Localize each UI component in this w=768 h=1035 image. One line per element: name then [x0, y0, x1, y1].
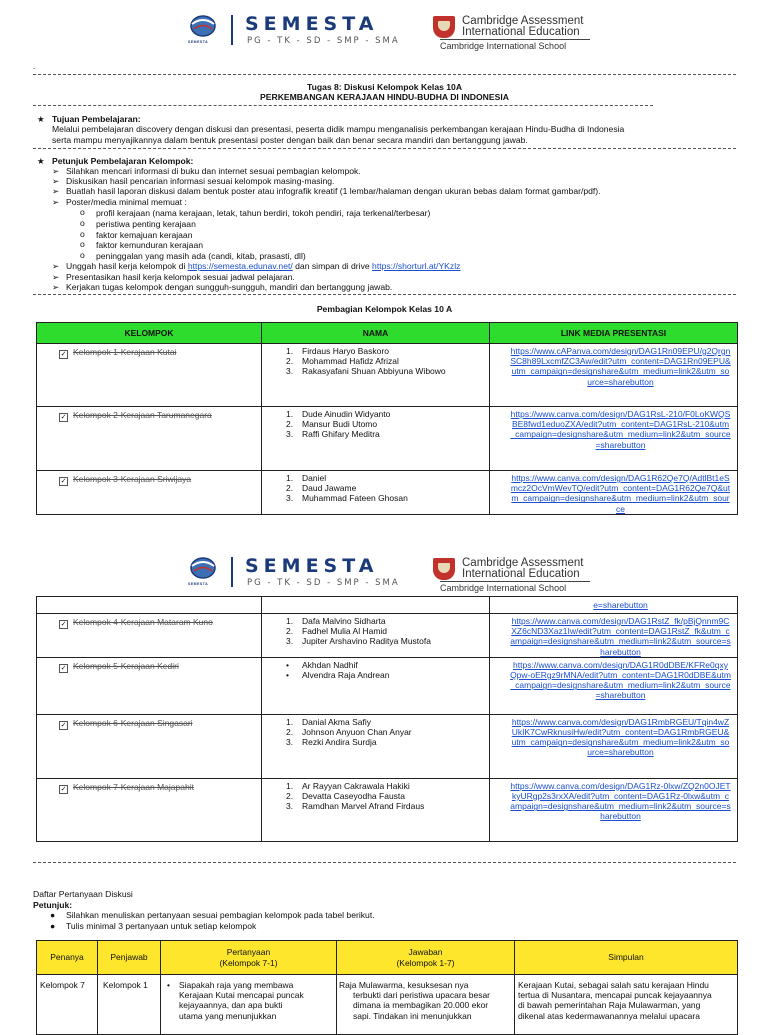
petunjuk-item: Presentasikan hasil kerja kelompok sesuai jadwal pelajaran. — [66, 272, 295, 282]
brand-name: SEMESTA — [245, 555, 379, 577]
answer-text: sapi. Tindakan ini menunjukkan — [353, 1010, 472, 1021]
checkbox-icon[interactable]: ✓ — [60, 351, 67, 358]
school-levels: PG - TK - SD - SMP - SMA — [247, 578, 400, 588]
canva-link[interactable]: https://www.cAPanva.com/design/DAG1Rn09EPU/g2QrgnSC8h89LxcmfZC3Aw/edit?utm_content=DAG1Rn09EPU&utm_campaign=designshare&utm_medium=link2&utm_source=sharebutton — [490, 344, 738, 407]
checkbox-icon[interactable]: ✓ — [60, 621, 67, 628]
petunjuk-item: Silahkan mencari informasi di buku dan internet sesuai pembagian kelompok. — [66, 166, 361, 176]
checkbox-icon[interactable]: ✓ — [60, 721, 67, 729]
circle-bullet-icon: o — [80, 229, 85, 239]
member-name: Dude Ainudin Widyanto — [302, 409, 391, 419]
group-table — [36, 322, 738, 515]
table-row: ✓ Kelompok 7-Kerajaan Majapahit 1. Ar Rayyan Cakrawala Hakiki 2. Devatta Caseyodha Fausta 3. Ramdhan Marvel Afrand Firdaus https://www.canva.com/design/DAG1Rz-0lxw/ZQ2n0OJETkyURgp2s3rxXA/edit?utm_content=DAG1Rz-0lxw&utm_campaign=designshare&utm_medium=link2&utm_source=sharebutton — [37, 778, 738, 841]
bullet-icon: ● — [50, 910, 56, 920]
petunjuk-heading: Petunjuk Pembelajaran Kelompok: — [52, 156, 194, 166]
arrow-bullet-icon: ➢ — [52, 186, 60, 196]
member-name: Daud Jawame — [302, 483, 357, 494]
cambridge-line1: Cambridge Assessment — [462, 557, 584, 569]
member-name: Akhdan Nadhif — [302, 659, 358, 670]
checkbox-icon[interactable]: ✓ — [60, 478, 67, 485]
conclusion-text: dikenal atas kedermawanannya melalui upacara — [518, 1010, 700, 1021]
conclusion-text: di bawah pemerintahan Raja Mulawarman, yang — [518, 1000, 701, 1011]
petunjuk-item: Buatlah hasil laporan diskusi dalam bentuk poster atau infografik kreatif (1 lembar/halaman dengan ukuran bebas dalam format gambar/pdf). — [66, 186, 601, 196]
question-text: Kerajaan Kutai mencapai puncak — [179, 990, 304, 1001]
upload-text: dan simpan di drive — [292, 261, 373, 271]
divider — [33, 105, 653, 106]
table-row — [37, 975, 738, 1035]
member-name: Daniel — [302, 473, 327, 483]
page-header — [0, 552, 768, 602]
penanya-cell: Kelompok 7 — [37, 975, 98, 1035]
assignment-subtitle: PERKEMBANGAN KERAJAAN HINDU-BUDHA DI INDONESIA — [260, 92, 509, 102]
question-text: kejayaannya, dan apa bukti — [179, 1000, 283, 1011]
header-jawaban-sub: (Kelompok 1-7) — [396, 957, 455, 968]
star-icon: ★ — [37, 114, 45, 124]
member-name: Alvendra Raja Andrean — [302, 670, 390, 681]
member-name: Rezki Andira Surdja — [302, 737, 377, 748]
canva-link[interactable]: https://www.canva.com/design/DAG1R0dDBE/KFRe0qxyQpw-oERgz9rMNA/edit?utm_content=DAG1R0dDBE&utm_campaign=designshare&utm_medium=link2&utm_source=sharebutton — [490, 657, 738, 714]
cambridge-crest-icon — [433, 16, 455, 38]
checkbox-icon[interactable]: ✓ — [60, 785, 67, 793]
table-row: ✓ Kelompok 3-Kerajaan Sriwijaya 1. Daniel 2. Daud Jawame 3. Muhammad Fateen Ghosan https://www.canva.com/design/DAG1R62Qe7Q/AdtlBt1eSmcz2OcVmWevTQ/edit?utm_content=DAG1R62Qe7Q&utm_campaign=designshare&utm_medium=link2&utm_source — [37, 471, 738, 515]
header-simpulan: Simpulan — [515, 941, 738, 975]
question-text: Siapakah raja yang membawa — [179, 980, 294, 990]
petunjuk-subitem: faktor kemunduran kerajaan — [96, 240, 204, 250]
member-name: Mansur Budi Utomo — [302, 419, 378, 430]
member-name: Rakasyafani Shuan Abbiyuna Wibowo — [302, 366, 446, 377]
semesta-globe-icon — [186, 14, 220, 40]
circle-bullet-icon: o — [80, 207, 85, 217]
petunjuk-subitem: peristiwa penting kerajaan — [96, 219, 196, 229]
canva-link[interactable]: https://www.canva.com/design/DAG1R62Qe7Q/AdtlBt1eSmcz2OcVmWevTQ/edit?utm_content=DAG1R62Qe7Q&utm_campaign=designshare&utm_medium=link2&utm_source — [510, 473, 731, 514]
logo-small-text: SEMESTA — [188, 582, 209, 586]
question-text: utama yang menunjukkan — [179, 1010, 277, 1021]
member-name: Ar Rayyan Cakrawala Hakiki — [302, 780, 410, 791]
daftar-item: Tulis minimal 3 pertanyaan untuk setiap kelompok — [66, 921, 257, 931]
group-name: Kelompok 3-Kerajaan Sriwijaya — [73, 474, 192, 484]
canva-link[interactable]: https://www.canva.com/design/DAG1RsL-210/F0LoKWQSBE8fwd1eduoZXA/edit?utm_content=DAG1RsL-210&utm_campaign=designshare&utm_medium=link2&utm_source=sharebutton — [490, 407, 738, 471]
group-name: Kelompok 2-Kerajaan Tarumanegara — [73, 410, 212, 420]
member-name: Johnson Anyuon Chan Anyar — [302, 727, 412, 738]
member-name: Ramdhan Marvel Afrand Firdaus — [302, 801, 425, 812]
canva-link-continued[interactable]: e=sharebutton — [490, 597, 738, 614]
daftar-title: Daftar Pertanyaan Diskusi — [33, 889, 133, 899]
member-name: Muhammad Fateen Ghosan — [302, 493, 408, 504]
petunjuk-item: Diskusikan hasil pencarian informasi sesuai kelompok masing-masing. — [66, 176, 335, 186]
answer-text: dimana ia membagikan 20.000 ekor — [353, 1000, 489, 1011]
petunjuk-item: Poster/media minimal memuat : — [66, 197, 187, 207]
drive-link[interactable]: https://shorturl.at/YKzlz — [372, 261, 461, 271]
brand-name: SEMESTA — [245, 13, 379, 35]
header-nama: NAMA — [262, 323, 490, 344]
header-jawaban: Jawaban — [408, 947, 443, 958]
stray-dot: . — [33, 62, 36, 71]
canva-link[interactable]: https://www.canva.com/design/DAG1RmbRGEU/Tqin4wZUkIK7CwRknusiHw/edit?utm_content=DAG1RmbRGEU&utm_campaign=designshare&utm_medium=link2&utm_source=sharebutton — [490, 714, 738, 778]
table-row: ✓ Kelompok 2-Kerajaan Tarumanegara 1. Dude Ainudin Widyanto 2. Mansur Budi Utomo 3. Raffi Ghifary Meditra https://www.canva.com/design/DAG1RsL-210/F0LoKWQSBE8fwd1eduoZXA/edit?utm_content=DAG1RsL-210&utm_campaign=designshare&utm_medium=link2&utm_source=sharebutton — [37, 407, 738, 471]
member-name: Devatta Caseyodha Fausta — [302, 791, 406, 802]
divider — [33, 74, 736, 75]
table-row: ✓ Kelompok 4-Kerajaan Mataram Kuno 1. Dafa Malvino Sidharta 2. Fadhel Mulia Al Hamid 3. Jupiter Arshavino Raditya Mustofa https://www.canva.com/design/DAG1RstZ_fk/pBjQnnm9CXZ6cND3Xaz1Iw/edit?utm_content=DAG1RstZ_fk&utm_campaign=designshare&utm_medium=link2&utm_source=sharebutton — [37, 614, 738, 658]
arrow-bullet-icon: ➢ — [52, 176, 60, 186]
cambridge-rule — [440, 581, 590, 582]
divider — [33, 294, 736, 295]
daftar-item: Silahkan menuliskan pertanyaan sesuai pembagian kelompok pada tabel berikut. — [66, 910, 375, 920]
tujuan-heading: Tujuan Pembelajaran: — [52, 114, 141, 124]
tujuan-text: Melalui pembelajaran discovery dengan diskusi dan presentasi, peserta didik mampu menganalisis perkembangan kerajaan Hindu-Budha di Indonesia — [52, 124, 625, 134]
conclusion-text: Kerajaan Kutai, sebagai salah satu kerajaan Hindu — [518, 980, 709, 990]
conclusion-text: tertua di Nusantara, mencapai puncak kejayaannya — [518, 990, 712, 1001]
circle-bullet-icon: o — [80, 250, 85, 260]
assignment-title: Tugas 8: Diskusi Kelompok Kelas 10A — [306, 82, 463, 92]
arrow-bullet-icon: ➢ — [52, 166, 60, 176]
petunjuk-subitem: peninggalan yang masih ada (candi, kitab, prasasti, dll) — [96, 251, 306, 261]
group-table-continued — [36, 596, 738, 842]
penjawab-cell: Kelompok 1 — [98, 975, 161, 1035]
divider — [33, 862, 736, 863]
cambridge-line3: Cambridge International School — [440, 41, 567, 51]
petunjuk-subitem: profil kerajaan (nama kerajaan, letak, tahun berdiri, tokoh pendiri, raja terkenal/terbesar) — [96, 208, 431, 218]
page-header — [0, 10, 768, 60]
header-penjawab: Penjawab — [98, 941, 161, 975]
header-kelompok: KELOMPOK — [37, 323, 262, 344]
cambridge-line1: Cambridge Assessment — [462, 15, 584, 27]
daftar-petunjuk: Petunjuk: — [33, 900, 73, 910]
cambridge-line2: International Education — [462, 568, 580, 580]
cambridge-rule — [440, 39, 590, 40]
pembagian-title: Pembagian Kelompok Kelas 10 A — [316, 304, 453, 314]
canva-link[interactable]: https://www.canva.com/design/DAG1Rz-0lxw/ZQ2n0OJETkyURgp2s3rxXA/edit?utm_content=DAG1Rz-0lxw&utm_campaign=designshare&utm_medium=link2&utm_source=sharebutton — [490, 778, 738, 841]
group-name: Kelompok 6-Kerajaan Singasari — [73, 717, 193, 728]
header-divider — [231, 557, 233, 587]
group-name: Kelompok 7-Kerajaan Majapahit — [73, 781, 194, 792]
canva-link[interactable]: https://www.canva.com/design/DAG1RstZ_fk/pBjQnnm9CXZ6cND3Xaz1Iw/edit?utm_content=DAG1RstZ_fk&utm_campaign=designshare&utm_medium=link2&utm_source=sharebutton — [490, 614, 738, 658]
group-name: Kelompok 1-Kerajaan Kutai — [73, 347, 177, 357]
member-name: Jupiter Arshavino Raditya Mustofa — [302, 636, 431, 647]
arrow-bullet-icon: ➢ — [52, 282, 60, 292]
group-name: Kelompok 4-Kerajaan Mataram Kuno — [73, 617, 213, 627]
school-levels: PG - TK - SD - SMP - SMA — [247, 36, 400, 46]
member-name: Raffi Ghifary Meditra — [302, 429, 380, 440]
checkbox-icon[interactable]: ✓ — [60, 664, 67, 672]
member-name: Fadhel Mulia Al Hamid — [302, 626, 388, 637]
circle-bullet-icon: o — [80, 218, 85, 228]
header-penanya: Penanya — [37, 941, 98, 975]
bullet-icon: • — [167, 980, 170, 990]
member-name: Firdaus Haryo Baskoro — [302, 346, 389, 356]
semesta-link[interactable]: https://semesta.edunav.net/ — [187, 261, 293, 271]
arrow-bullet-icon: ➢ — [52, 261, 60, 271]
petunjuk-upload — [66, 261, 460, 271]
arrow-bullet-icon: ➢ — [52, 197, 60, 207]
semesta-globe-icon — [186, 556, 220, 582]
table-row: ✓ Kelompok 1-Kerajaan Kutai 1. Firdaus Haryo Baskoro 2. Mohammad Hafidz Afrizal 3. Rakasyafani Shuan Abbiyuna Wibowo https://www.cAPanva.com/design/DAG1Rn09EPU/g2QrgnSC8h89LxcmfZC3Aw/edit?utm_content=DAG1Rn09EPU&utm_campaign=designshare&utm_medium=link2&utm_source=sharebutton — [37, 344, 738, 407]
header-divider — [231, 15, 233, 45]
table-row — [37, 597, 738, 614]
petunjuk-subitem: faktor kemajuan kerajaan — [96, 230, 193, 240]
checkbox-icon[interactable]: ✓ — [60, 414, 67, 421]
header-link: LINK MEDIA PRESENTASI — [490, 323, 738, 344]
tujuan-text: serta mampu menyajikannya dalam bentuk presentasi poster dengan baik dan benar secara mandiri dan bertanggung jawab. — [52, 135, 528, 145]
member-name: Mohammad Hafidz Afrizal — [302, 356, 399, 367]
arrow-bullet-icon: ➢ — [52, 272, 60, 282]
header-pertanyaan: Pertanyaan — [226, 947, 271, 958]
cambridge-line2: International Education — [462, 26, 580, 38]
upload-text: Unggah hasil kerja kelompok di — [66, 261, 188, 271]
member-name: Dafa Malvino Sidharta — [302, 616, 386, 626]
answer-text: Raja Mulawarma, kesuksesan nya — [339, 980, 469, 990]
table-row: ✓ Kelompok 5-Kerajaan Kediri • Akhdan Nadhif • Alvendra Raja Andrean https://www.canva.com/design/DAG1R0dDBE/KFRe0qxyQpw-oERgz9rMNA/edit?utm_content=DAG1R0dDBE&utm_campaign=designshare&utm_medium=link2&utm_source=sharebutton — [37, 657, 738, 714]
star-icon: ★ — [37, 156, 45, 166]
bullet-icon: ● — [50, 921, 56, 931]
divider — [33, 148, 736, 149]
member-name: Danial Akma Safiy — [302, 716, 371, 727]
logo-small-text: SEMESTA — [188, 40, 209, 44]
table-row: ✓ Kelompok 6-Kerajaan Singasari 1. Danial Akma Safiy 2. Johnson Anyuon Chan Anyar 3. Rezki Andira Surdja https://www.canva.com/design/DAG1RmbRGEU/Tqin4wZUkIK7CwRknusiHw/edit?utm_content=DAG1RmbRGEU&utm_campaign=designshare&utm_medium=link2&utm_source=sharebutton — [37, 714, 738, 778]
circle-bullet-icon: o — [80, 239, 85, 249]
cambridge-line3: Cambridge International School — [440, 583, 567, 593]
group-name: Kelompok 5-Kerajaan Kediri — [73, 660, 179, 671]
header-pertanyaan-sub: (Kelompok 7-1) — [219, 957, 278, 968]
answer-text: terbukti dari peristiwa upacara besar — [353, 990, 491, 1001]
petunjuk-item: Kerjakan tugas kelompok dengan sungguh-sungguh, mandiri dan bertanggung jawab. — [66, 282, 393, 292]
cambridge-crest-icon — [433, 558, 455, 580]
question-table — [36, 940, 738, 1035]
